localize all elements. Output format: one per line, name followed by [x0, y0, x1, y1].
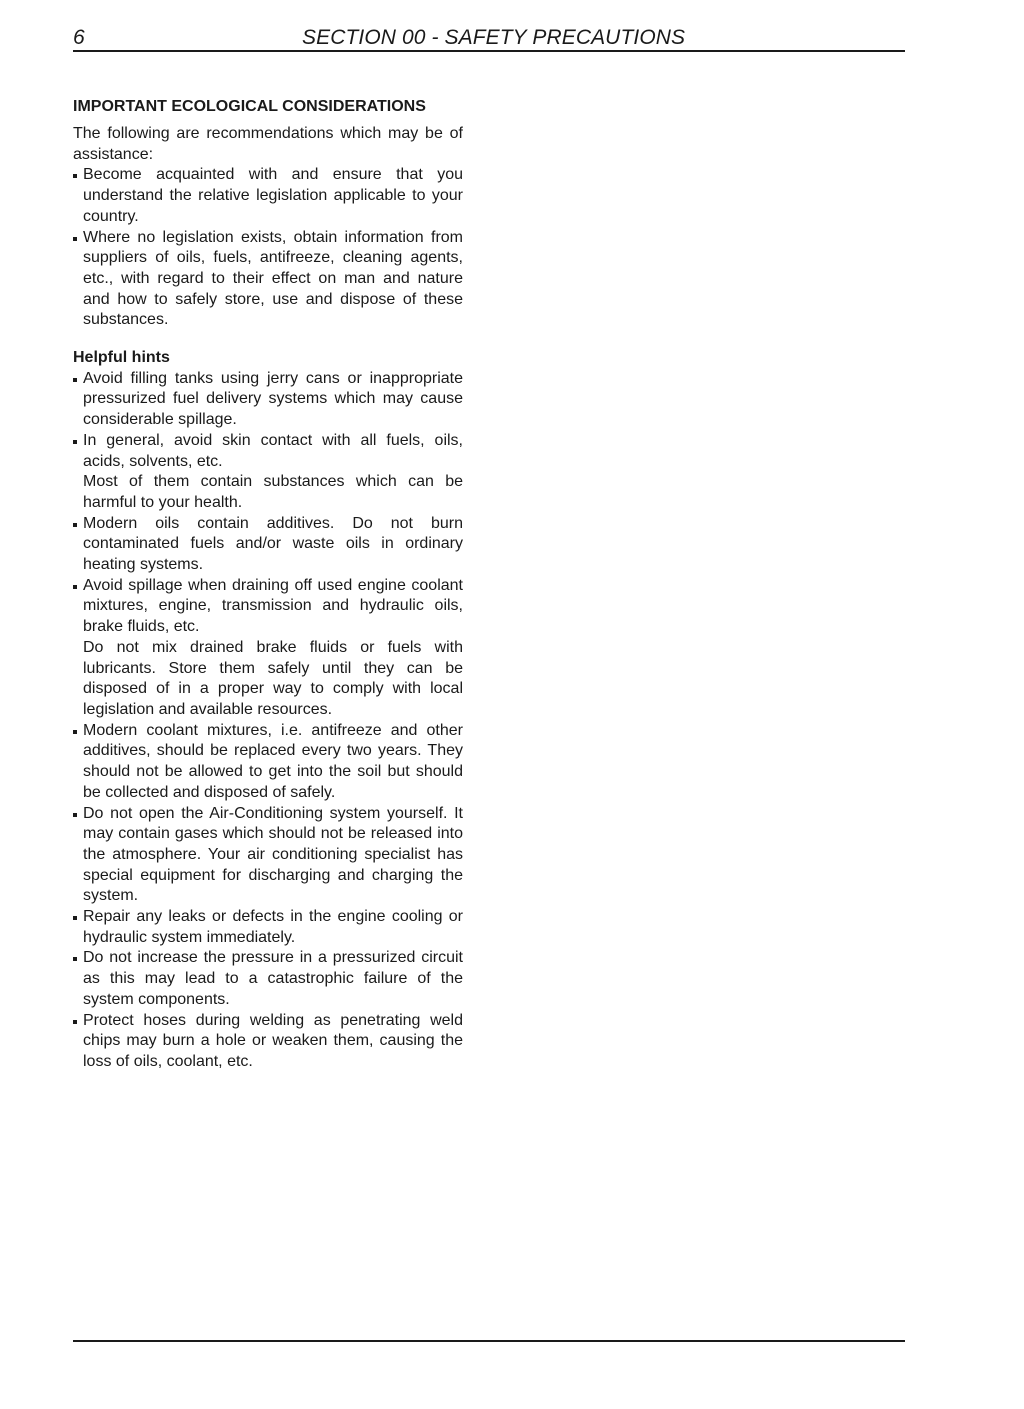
list-item — [73, 804, 463, 908]
bullet-icon — [73, 916, 77, 920]
list-item — [73, 907, 463, 948]
bullet-icon — [73, 730, 77, 734]
bullet-icon — [73, 957, 77, 961]
list-item-text: Modern oils contain additives. Do not burn contaminated fuels and/or waste oils in ordinary heating systems. — [83, 514, 463, 574]
bullet-icon — [73, 174, 77, 178]
list-item-continuation: Do not mix drained brake fluids or fuels with lubricants. Store them safely until they can be disposed of in a proper way to comply with local legislation and available resources. — [83, 638, 463, 718]
list-item-text: In general, avoid skin contact with all fuels, oils, acids, solvents, etc. — [83, 431, 463, 470]
footer-rule — [73, 1340, 905, 1342]
bullet-icon — [73, 523, 77, 527]
hints-list — [73, 369, 463, 1073]
list-item-text: Where no legislation exists, obtain information from suppliers of oils, fuels, antifreeze, cleaning agents, etc., with regard to their effect on man and nature and how to safely store, use and dispose of these substances. — [83, 228, 463, 329]
list-item-text: Protect hoses during welding as penetrating weld chips may burn a hole or weaken them, causing the loss of oils, coolant, etc. — [83, 1011, 463, 1070]
list-item-text: Avoid filling tanks using jerry cans or inappropriate pressurized fuel delivery systems which may cause considerable spillage. — [83, 369, 463, 429]
list-item-text: Do not open the Air-Conditioning system yourself. It may contain gases which should not be released into the atmosphere. Your air conditioning specialist has special equipment for discharging and charging the system. — [83, 804, 463, 905]
page-header — [73, 25, 905, 52]
list-item — [73, 948, 463, 1010]
list-item — [73, 721, 463, 804]
list-item — [73, 514, 463, 576]
helpful-hints-heading: Helpful hints — [73, 349, 170, 367]
ecological-heading: IMPORTANT ECOLOGICAL CONSIDERATIONS — [73, 98, 426, 115]
ecological-intro: The following are recommendations which may be of assistance: — [73, 125, 463, 163]
bullet-icon — [73, 237, 77, 241]
bullet-icon — [73, 378, 77, 382]
list-item-continuation: Most of them contain substances which can be harmful to your health. — [83, 473, 463, 511]
list-item — [73, 576, 463, 721]
list-item — [73, 1011, 463, 1073]
bullet-icon — [73, 585, 77, 589]
list-item — [73, 431, 463, 514]
list-item-text: Avoid spillage when draining off used engine coolant mixtures, engine, transmission and hydraulic oils, brake fluids, etc. — [83, 576, 463, 636]
list-item — [73, 228, 463, 332]
ecological-list — [73, 165, 463, 331]
section-title: SECTION 00 - SAFETY PRECAUTIONS — [302, 26, 686, 49]
bullet-icon — [73, 1020, 77, 1024]
bullet-icon — [73, 440, 77, 444]
list-item-text: Do not increase the pressure in a pressurized circuit as this may lead to a catastrophic failure of the system components. — [83, 949, 463, 1008]
bullet-icon — [73, 813, 77, 817]
list-item-text: Become acquainted with and ensure that you understand the relative legislation applicable to your country. — [83, 166, 463, 225]
list-item — [73, 369, 463, 431]
list-item-text: Modern coolant mixtures, i.e. antifreeze and other additives, should be replaced every two years. They should not be allowed to get into the soil but should be collected and disposed of safely. — [83, 721, 463, 801]
page-number: 6 — [73, 26, 85, 49]
list-item — [73, 165, 463, 227]
main-column — [73, 96, 463, 1073]
list-item-text: Repair any leaks or defects in the engine cooling or hydraulic system immediately. — [83, 908, 463, 946]
